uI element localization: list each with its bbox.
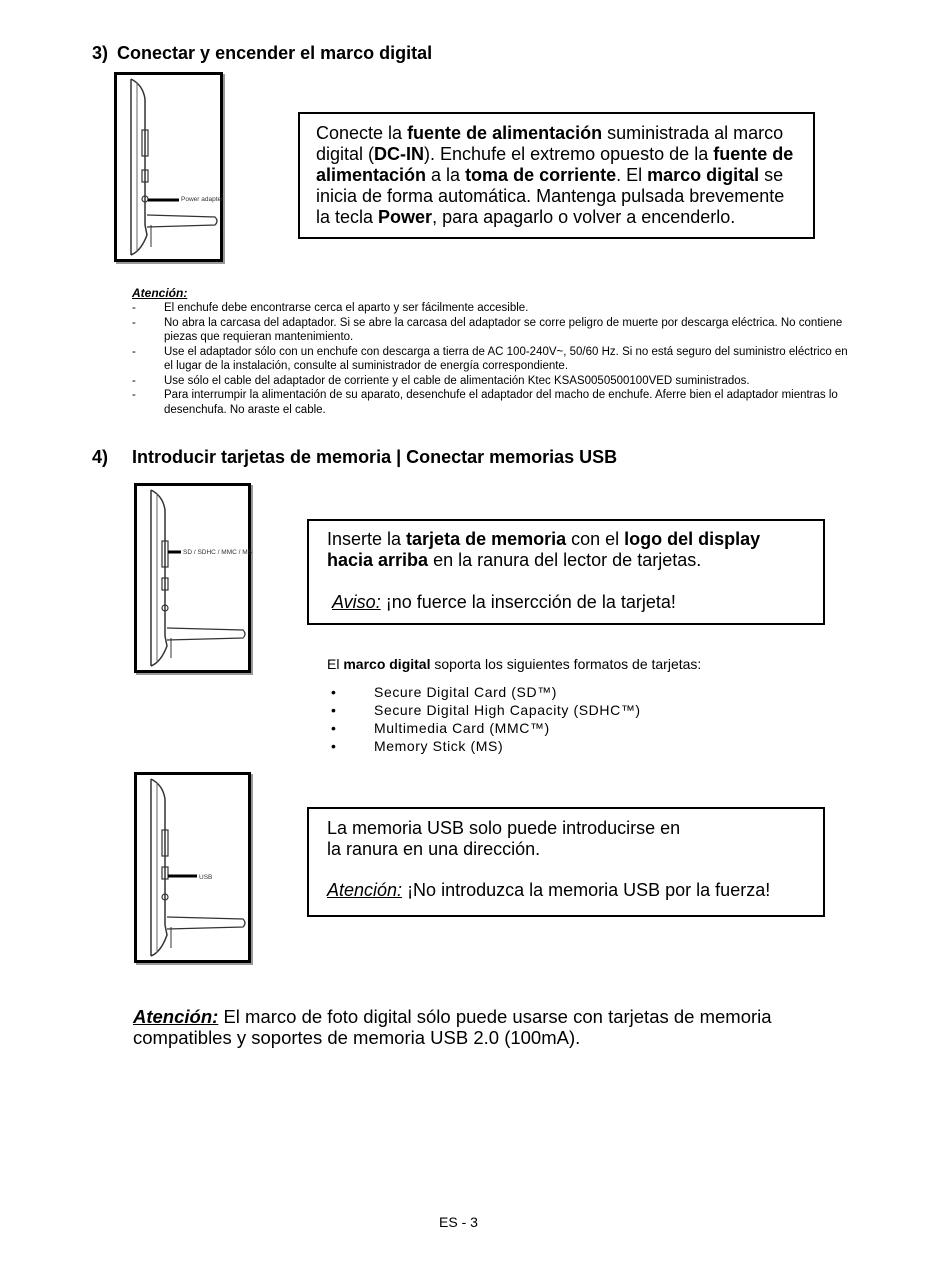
text: . El (616, 165, 648, 185)
final-attention-text: El marco de foto digital sólo puede usarse con tarjetas de memoria compatibles y soportes de memoria USB 2.0 (100mA). (133, 1006, 772, 1048)
warning-label: Aviso: (332, 592, 381, 612)
usb-line-1: La memoria USB solo puede introducirse en (327, 818, 681, 838)
format-text: Multimedia Card (MMC™) (374, 720, 550, 736)
section-4-heading (92, 447, 618, 468)
power-adapter-illustration (114, 72, 223, 262)
attention-item-text: Use el adaptador sólo con un enchufe con descarga a tierra de AC 100-240V~, 50/60 Hz. Si no está seguro del suministro eléctrico en el lugar de la instalación, consulte al suministrador de energía correspondiente. (164, 345, 848, 372)
text: con el (566, 529, 625, 549)
usb-instruction-box (307, 807, 825, 917)
list-item (327, 737, 641, 755)
section-number: 4) (92, 447, 109, 467)
text: a la (426, 165, 466, 185)
power-adapter-label: Power adapter (181, 196, 224, 203)
text: en la ranura del lector de tarjetas. (428, 550, 702, 570)
usb-warning (327, 880, 805, 901)
list-item (327, 683, 641, 701)
attention-item (132, 345, 852, 374)
text: , para apagarlo o volver a encenderlo. (432, 207, 736, 227)
card-instruction-box (307, 519, 825, 625)
usb-port-illustration (134, 772, 251, 963)
card-warning (327, 592, 805, 613)
text: ). Enchufe el extremo opuesto de la (424, 144, 714, 164)
attention-item-text: Para interrumpir la alimentación de su aparato, desenchufe el adaptador del macho de enchufe. Aferre bien el adaptador mientras lo desenchufa. No araste el cable. (164, 389, 838, 416)
emphasis: marco digital (647, 165, 760, 185)
attention-item (132, 316, 852, 345)
format-text: Memory Stick (MS) (374, 738, 504, 754)
warning-label: Atención: (327, 880, 403, 900)
page-number: ES - 3 (439, 1214, 478, 1230)
section-3-heading (92, 43, 432, 64)
text: Inserte la (327, 529, 407, 549)
emphasis: Power (378, 207, 433, 227)
formats-intro (327, 656, 701, 672)
attention-item (132, 374, 852, 389)
attention-item (132, 388, 852, 417)
list-item (327, 719, 641, 737)
text: soporta los siguientes formatos de tarjetas: (430, 656, 702, 672)
dash: - (132, 316, 136, 329)
section-number: 3) (92, 43, 109, 63)
usb-line-2: la ranura en una dirección. (327, 839, 541, 859)
bullet: • (331, 684, 337, 700)
power-instruction-box (298, 112, 815, 239)
text: se inicia de forma automática. Mantenga pulsada brevemente la tecla (316, 165, 785, 227)
bullet: • (331, 720, 337, 736)
attention-title: Atención: (132, 286, 188, 300)
final-attention-label: Atención: (133, 1006, 219, 1027)
emphasis: tarjeta de memoria (406, 529, 567, 549)
emphasis: toma de corriente (465, 165, 617, 185)
attention-list (132, 301, 852, 417)
section-title: Introducir tarjetas de memoria | Conectar memorias USB (132, 447, 618, 467)
text: Conecte la (316, 123, 408, 143)
bullet: • (331, 738, 337, 754)
emphasis: DC-IN (374, 144, 425, 164)
emphasis: fuente de alimentación (407, 123, 603, 143)
emphasis: fuente de alimentación (316, 144, 794, 185)
warning-text: ¡no fuerce la insercción de la tarjeta! (380, 592, 676, 612)
attention-item-text: No abra la carcasa del adaptador. Si se abre la carcasa del adaptador se corre peligro de muerte por descarga eléctrica. No contiene piezas que requieran mantenimiento. (164, 316, 843, 343)
attention-block (132, 286, 852, 417)
emphasis: logo del display hacia arriba (327, 529, 761, 570)
warning-text: ¡No introduzca la memoria USB por la fuerza! (402, 880, 771, 900)
card-instruction-text (327, 529, 805, 571)
dash: - (132, 374, 136, 387)
list-item (327, 701, 641, 719)
dash: - (132, 345, 136, 358)
formats-list (327, 683, 641, 755)
attention-item-text: Use sólo el cable del adaptador de corriente y el cable de alimentación Ktec KSAS0050500100VED suministrados. (164, 374, 750, 387)
text: El (327, 656, 344, 672)
text: suministrada al marco digital ( (316, 123, 784, 164)
format-text: Secure Digital High Capacity (SDHC™) (374, 702, 641, 718)
final-attention-note (133, 1006, 873, 1048)
card-slot-label: SD / SDHC / MMC / MS (183, 549, 252, 556)
format-text: Secure Digital Card (SD™) (374, 684, 558, 700)
attention-item (132, 301, 852, 316)
bullet: • (331, 702, 337, 718)
dash: - (132, 302, 136, 314)
section-title: Conectar y encender el marco digital (117, 43, 433, 63)
emphasis: marco digital (343, 656, 431, 672)
dash: - (132, 389, 136, 401)
card-slot-illustration (134, 483, 251, 673)
usb-port-label: USB (199, 874, 213, 881)
attention-item-text: El enchufe debe encontrarse cerca el aparto y ser fácilmente accesible. (164, 302, 529, 314)
